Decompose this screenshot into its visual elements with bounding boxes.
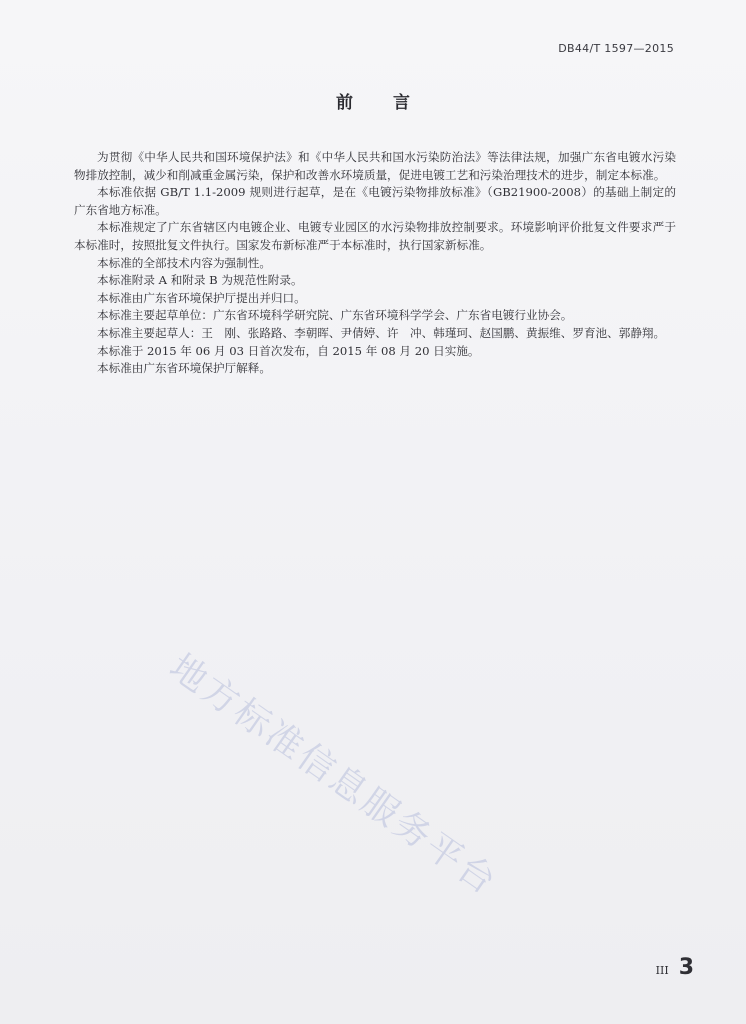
paragraph: 本标准规定了广东省辖区内电镀企业、电镀专业园区的水污染物排放控制要求。环境影响评价批复文件要求严于本标准时，按照批复文件执行。国家发布新标准严于本标准时，执行国家新标准。 [74,220,676,252]
watermark: 地方标准信息服务平台 [161,646,505,904]
paragraph: 本标准主要起草单位：广东省环境科学研究院、广东省环境科学学会、广东省电镀行业协会。 [97,308,573,323]
paragraph: 为贯彻《中华人民共和国环境保护法》和《中华人民共和国水污染防治法》等法律法规，加强广东省电镀水污染物排放控制，减少和削减重金属污染，保护和改善水环境质量，促进电镀工艺和污染治理技术的进步，制定本标准。 [74,150,676,182]
page-title [0,88,746,113]
paragraph: 本标准主要起草人：王 刚、张路路、李朝晖、尹倩婷、许 冲、韩瑾珂、赵国鹏、黄振维、罗育池、郭静翔。 [97,325,666,340]
paragraph: 本标准的全部技术内容为强制性。 [97,255,271,270]
page-footer [656,955,694,980]
paragraph: 本标准于 2015 年 06 月 03 日首次发布，自 2015 年 08 月 20 日实施。 [97,343,480,358]
roman-page-number: III [655,964,669,977]
paragraph: 本标准依据 GB/T 1.1-2009 规则进行起草，是在《电镀污染物排放标准》（GB21900-2008）的基础上制定的广东省地方标准。 [74,185,676,217]
document-code: DB44/T 1597—2015 [558,42,674,55]
paragraph: 本标准附录 A 和附录 B 为规范性附录。 [97,273,303,288]
foreword-body [74,149,676,378]
paragraph: 本标准由广东省环境保护厅解释。 [97,361,271,376]
paragraph: 本标准由广东省环境保护厅提出并归口。 [97,290,306,305]
title-char-2: 言 [393,93,410,113]
title-char-1: 前 [336,93,353,113]
page-number: 3 [678,955,694,980]
